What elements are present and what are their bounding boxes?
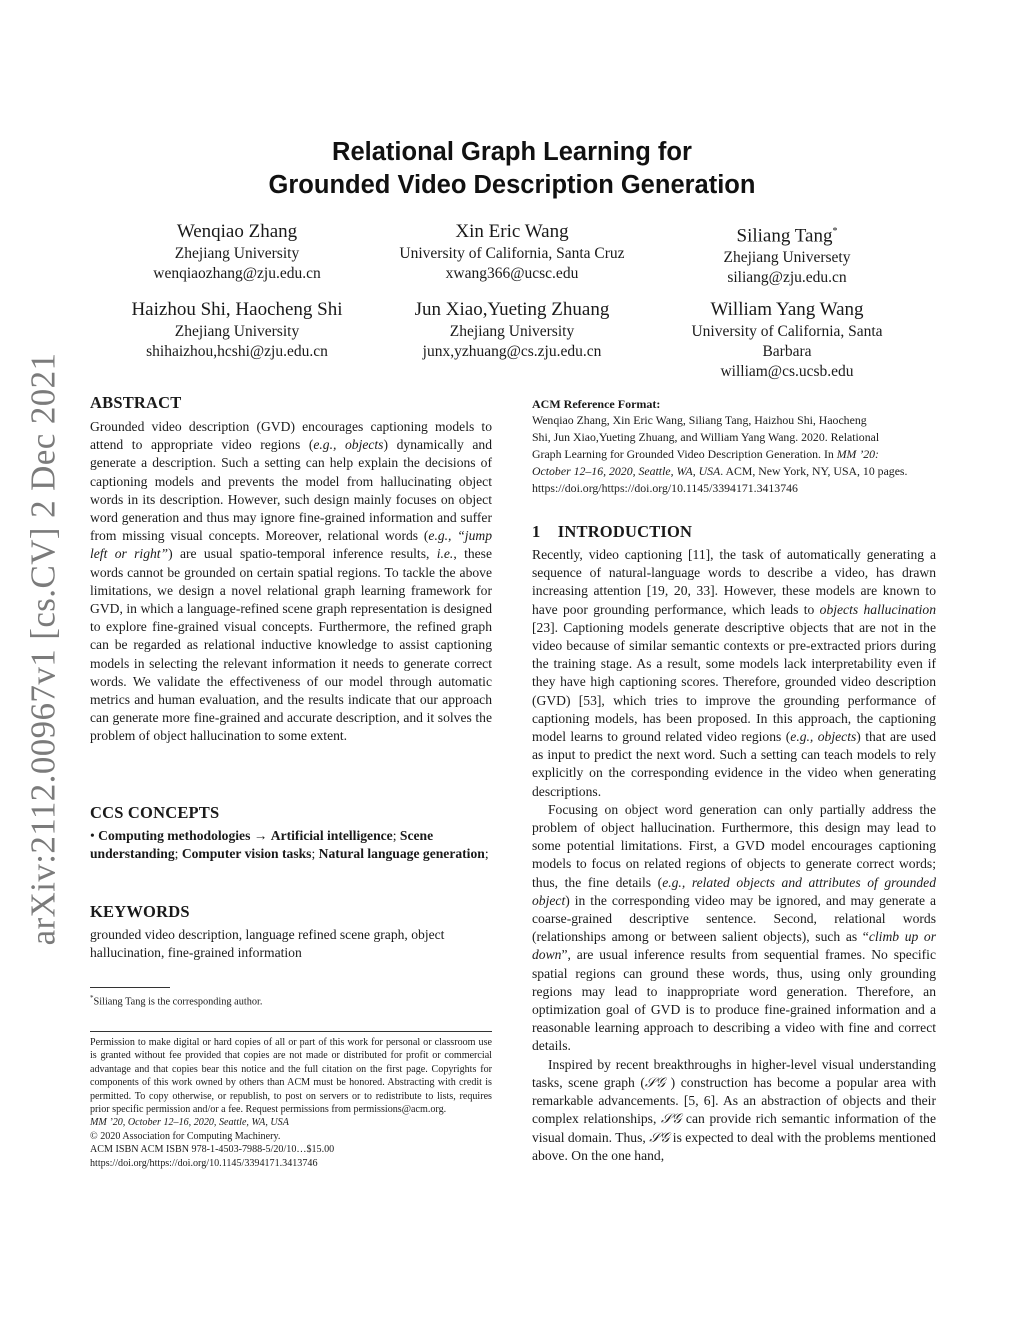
corresponding-author-mark: * — [832, 226, 838, 237]
footnote-mark: * — [90, 994, 94, 1002]
abstract-heading: ABSTRACT — [90, 393, 182, 412]
author-affiliation: Zhejiang Universety — [723, 249, 851, 267]
author-block — [362, 220, 662, 284]
intro-paragraph-3: Inspired by recent breakthroughs in higher-level visual understanding tasks, scene graph (𝒮𝒢 ) construction has become a popular area with remarkable advancements. [5, 6]. As an abstraction of objects and their complex relationships, 𝒮𝒢 can provide rich semantic information of the visual domain. Thus, 𝒮𝒢 is expected to deal with the problems mentioned above. On the one hand, — [532, 1056, 937, 1163]
keywords-text: grounded video description, language refined scene graph, object hallucination, fine-grained information — [90, 927, 445, 961]
author-affiliation: Zhejiang University — [174, 245, 300, 262]
author-name: Xin Eric Wang — [455, 221, 569, 242]
scene-graph-symbol: 𝒮𝒢 — [644, 1074, 666, 1090]
author-name: Siliang Tang — [736, 225, 833, 247]
permission-isbn: ACM ISBN ACM ISBN 978-1-4503-7988-5/20/10…$15.00 — [90, 1144, 335, 1156]
introduction-text — [532, 546, 936, 1165]
arxiv-identifier: arXiv:2112.00967v1 [cs.CV] 2 Dec 2021 — [23, 352, 63, 945]
title-line-1: Relational Graph Learning for — [332, 138, 692, 166]
abstract-example-objects: e.g., objects — [313, 437, 384, 453]
author-email: shihaizhou,hcshi@zju.edu.cn — [146, 343, 328, 360]
intro-paragraph-1: Recently, video captioning [11], the task of automatically generating a sequence of natural-language words to describe a video, has drawn increasing attention [19, 20, 33]. However, these models are known to have poor grounding performance, which leads to objects hallucination [23]. Captioning models generate descriptive objects that are not in the video because of similar semantic contexts or pre-extracted priors during the training stage. As a result, some models lack interpretability even if they have high captioning scores. Therefore, grounded video description (GVD) [53], which tries to improve the grounding performance of captioning models, has been proposed. In this approach, the captioning model learns to ground related video regions (e.g., objects) that are used as input to predict the next word. Such a setting can teach models to rely explicitly on the corresponding evidence in the video when generating descriptions. — [532, 547, 936, 799]
footnote: *Siliang Tang is the corresponding author. — [90, 994, 263, 1008]
scene-graph-symbol: 𝒮𝒢 — [649, 1129, 670, 1145]
acm-ref-text: Wenqiao Zhang, Xin Eric Wang, Siliang Tang, Haizhou Shi, Haocheng Shi, Jun Xiao,Yueting Zhuang, and William Yang Wang. 2020. Relational Graph Learning for Grounded Video Description Generation. In MM ’20: October 12–16, 2020, Seattle, WA, USA. ACM, New York, NY, USA, 10 pages. https://doi.org/https://doi.org/10.1145/3394171.3413746 — [532, 412, 936, 497]
abstract-text: Grounded video description (GVD) encourages captioning models to attend to appropriate video regions (e.g., objects) dynamically and generate a description. Such a setting can help explain the decisions of captioning models and prevents the model from hallucinating object words in its description. However, such design mainly focuses on object word generation and thus may ignore fine-grained information and suffer from missing visual concepts. Moreover, relational words (e.g., “jump left or right”) are usual spatio-temporal inference results, i.e., these words cannot be grounded on certain spatial regions. To tackle the above limitations, we design a novel relational graph learning framework for GVD, in which a language-refined scene graph representation is designed to explore fine-grained visual concepts. Furthermore, the refined graph can be regarded as relational inductive knowledge to assist captioning models in selecting the relevant information it needs to generate correct words. We validate the effectiveness of our model through automatic metrics and human evaluation, and the results indicate that our approach can generate more fine-grained and accurate description, and it solves the problem of object hallucination to some extent. — [90, 419, 492, 744]
author-email: xwang366@ucsc.edu — [445, 265, 579, 282]
arxiv-stamp — [22, 352, 64, 945]
author-affiliation: Zhejiang University — [174, 323, 300, 340]
author-affiliation: University of California, Santa — [691, 323, 883, 340]
author-block — [362, 298, 662, 362]
abstract-example-relational: e.g., “jump left or right” — [90, 528, 492, 562]
permission-doi: https://doi.org/https://doi.org/10.1145/3394171.3413746 — [90, 1157, 318, 1169]
author-affiliation-cont: Barbara — [762, 343, 812, 360]
introduction-heading: 1 INTRODUCTION — [532, 522, 693, 541]
permission-venue: MM ’20, October 12–16, 2020, Seattle, WA, USA — [90, 1117, 289, 1129]
author-name: William Yang Wang — [710, 299, 864, 320]
author-block — [662, 298, 912, 382]
intro-paragraph-2: Focusing on object word generation can only partially address the problem of object hallucination. Furthermore, this design may lead to some potential limitations. First, a GVD model encourages captioning models to focus on related regions of objects to generate correct words; thus, the fine details (e.g., related objects and attributes of grounded object) in the corresponding video may be ignored, and may generate a coarse-grained descriptive sentence. Second, relational words (relationships among or between salient objects), such as “climb up or down”, are usual inference results from sequential frames. No specific spatial regions can ground these words, thus, using only grounding regions may lead to inappropriate word generation. Therefore, an optimization goal of GVD is to produce fine-grained information and a reasonable learning approach to describing a video with fine and correct details. — [532, 801, 937, 1054]
abstract-ie: i.e. — [436, 546, 454, 562]
author-affiliation: University of California, Santa Cruz — [399, 245, 625, 262]
acm-ref-heading: ACM Reference Format: — [532, 397, 661, 411]
author-affiliation: Zhejiang University — [449, 323, 575, 340]
author-name-with-mark — [662, 220, 912, 247]
permission-rule — [90, 1031, 492, 1032]
ccs-heading: CCS CONCEPTS — [90, 803, 220, 822]
footnote-rule — [90, 987, 170, 988]
author-email: wenqiaozhang@zju.edu.cn — [153, 265, 321, 282]
author-block — [112, 298, 362, 362]
author-name: Wenqiao Zhang — [176, 221, 298, 242]
author-name: Jun Xiao,Yueting Zhuang — [414, 299, 610, 320]
permission-block — [90, 1036, 492, 1170]
author-block — [112, 220, 362, 284]
acm-ref-doi: https://doi.org/https://doi.org/10.1145/3394171.3413746 — [532, 481, 798, 495]
keywords-heading: KEYWORDS — [90, 902, 190, 921]
author-email: william@cs.ucsb.edu — [720, 363, 854, 380]
permission-text: Permission to make digital or hard copies of all or part of this work for personal or classroom use is granted without fee provided that copies are not made or distributed for profit or commercial advantage and that copies bear this notice and the full citation on the first page. Copyrights for components of this work owned by others than ACM must be honored. Abstracting with credit is permitted. To copy otherwise, or republish, to post on servers or to redistribute to lists, requires prior specific permission and/or a fee. Request permissions from permissions@acm.org. — [90, 1037, 492, 1116]
scene-graph-symbol: 𝒮𝒢 — [661, 1111, 682, 1127]
paper-title — [150, 136, 874, 202]
permission-copyright: © 2020 Association for Computing Machinery. — [90, 1130, 281, 1142]
author-block — [662, 220, 912, 288]
author-email: junx,yzhuang@cs.zju.edu.cn — [422, 343, 602, 360]
title-line-2: Grounded Video Description Generation — [268, 171, 756, 199]
author-email: siliang@zju.edu.cn — [727, 269, 847, 287]
ccs-concepts: • Computing methodologies → Artificial intelligence; Scene understanding; Computer vision tasks; Natural language generation; — [90, 828, 489, 862]
author-name: Haizhou Shi, Haocheng Shi — [131, 299, 343, 320]
